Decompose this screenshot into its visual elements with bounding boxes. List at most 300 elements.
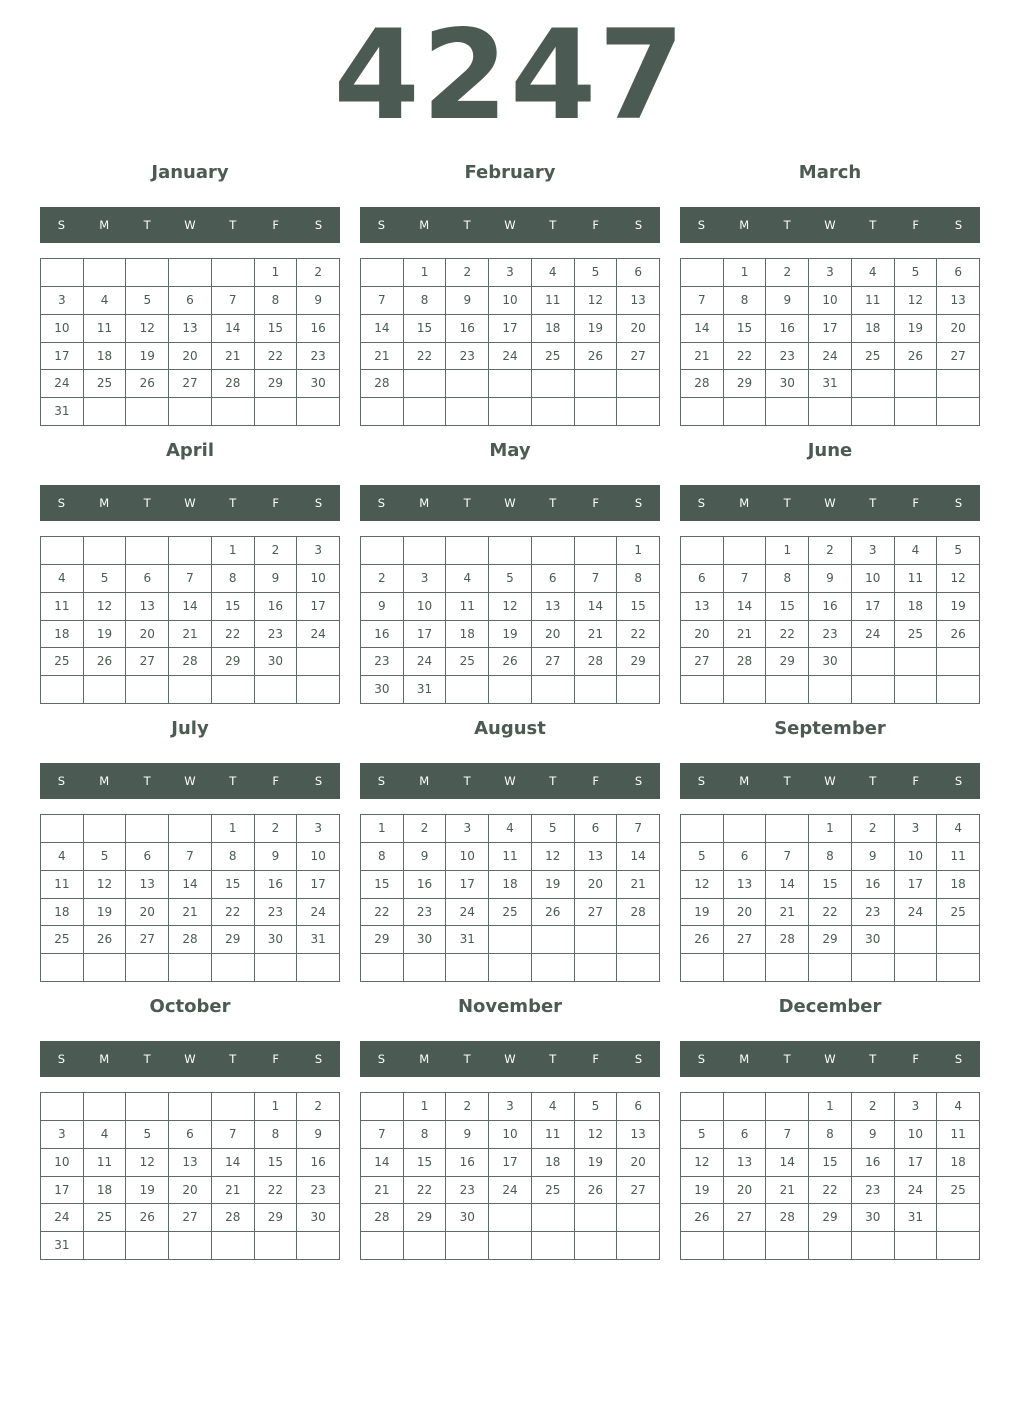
day-grid xyxy=(360,1092,660,1260)
day-cell: 1 xyxy=(809,1093,852,1121)
day-cell: 20 xyxy=(724,1177,767,1205)
day-cell: 1 xyxy=(212,815,255,843)
weekday-label: T xyxy=(463,218,471,232)
day-cell: 4 xyxy=(937,815,980,843)
weekday-label: T xyxy=(463,1052,471,1066)
day-cell: 13 xyxy=(169,315,212,343)
day-cell: 22 xyxy=(724,343,767,371)
weekday-label: M xyxy=(739,1052,750,1066)
empty-cell xyxy=(212,1093,255,1121)
empty-cell xyxy=(297,676,340,704)
empty-cell xyxy=(489,370,532,398)
day-cell: 16 xyxy=(446,1149,489,1177)
day-cell: 25 xyxy=(41,926,84,954)
empty-cell xyxy=(937,1204,980,1232)
weekday-header xyxy=(40,1041,340,1077)
day-cell: 4 xyxy=(84,287,127,315)
weekday-label: F xyxy=(272,774,279,788)
day-cell: 4 xyxy=(446,565,489,593)
empty-cell xyxy=(212,259,255,287)
day-cell: 21 xyxy=(361,1177,404,1205)
day-cell: 30 xyxy=(255,648,298,676)
empty-cell xyxy=(169,1232,212,1260)
month-name: January xyxy=(151,162,229,183)
day-cell: 2 xyxy=(766,259,809,287)
empty-cell xyxy=(297,398,340,426)
day-cell: 6 xyxy=(724,843,767,871)
weekday-label: T xyxy=(229,218,237,232)
empty-cell xyxy=(84,259,127,287)
weekday-label: S xyxy=(697,496,706,510)
empty-cell xyxy=(212,954,255,982)
day-cell: 19 xyxy=(532,871,575,899)
day-grid xyxy=(680,1092,980,1260)
day-cell: 11 xyxy=(84,1149,127,1177)
day-cell: 31 xyxy=(446,926,489,954)
empty-cell xyxy=(575,926,618,954)
day-cell: 8 xyxy=(212,565,255,593)
weekday-label: W xyxy=(504,218,516,232)
month-name: June xyxy=(807,440,853,461)
empty-cell xyxy=(852,1232,895,1260)
day-cell: 10 xyxy=(446,843,489,871)
day-cell: 10 xyxy=(809,287,852,315)
empty-cell xyxy=(532,926,575,954)
empty-cell xyxy=(212,676,255,704)
day-cell: 9 xyxy=(361,593,404,621)
day-cell: 14 xyxy=(361,315,404,343)
day-cell: 26 xyxy=(126,1204,169,1232)
weekday-label: T xyxy=(783,496,791,510)
day-cell: 29 xyxy=(724,370,767,398)
day-cell: 15 xyxy=(809,871,852,899)
empty-cell xyxy=(681,1232,724,1260)
empty-cell xyxy=(169,537,212,565)
weekday-label: T xyxy=(463,774,471,788)
day-cell: 11 xyxy=(489,843,532,871)
day-cell: 20 xyxy=(169,343,212,371)
day-cell: 24 xyxy=(41,370,84,398)
day-cell: 6 xyxy=(617,1093,660,1121)
day-cell: 23 xyxy=(361,648,404,676)
day-cell: 22 xyxy=(404,1177,447,1205)
day-cell: 1 xyxy=(361,815,404,843)
day-cell: 10 xyxy=(404,593,447,621)
empty-cell xyxy=(126,954,169,982)
day-cell: 6 xyxy=(617,259,660,287)
day-cell: 18 xyxy=(446,621,489,649)
day-cell: 9 xyxy=(255,565,298,593)
weekday-label: T xyxy=(143,774,151,788)
day-cell: 12 xyxy=(532,843,575,871)
day-cell: 5 xyxy=(126,1121,169,1149)
empty-cell xyxy=(41,259,84,287)
day-cell: 5 xyxy=(681,1121,724,1149)
day-cell: 7 xyxy=(169,565,212,593)
weekday-label: M xyxy=(419,1052,430,1066)
day-cell: 12 xyxy=(937,565,980,593)
day-grid xyxy=(40,1092,340,1260)
day-cell: 22 xyxy=(361,899,404,927)
day-cell: 25 xyxy=(532,343,575,371)
day-cell: 13 xyxy=(532,593,575,621)
day-cell: 3 xyxy=(446,815,489,843)
empty-cell xyxy=(84,954,127,982)
weekday-label: M xyxy=(419,218,430,232)
day-cell: 20 xyxy=(126,621,169,649)
day-cell: 6 xyxy=(681,565,724,593)
empty-cell xyxy=(852,954,895,982)
day-cell: 31 xyxy=(404,676,447,704)
day-cell: 3 xyxy=(404,565,447,593)
empty-cell xyxy=(404,1232,447,1260)
day-cell: 17 xyxy=(297,593,340,621)
day-cell: 23 xyxy=(297,1177,340,1205)
day-cell: 30 xyxy=(255,926,298,954)
weekday-label: W xyxy=(184,774,196,788)
day-cell: 16 xyxy=(446,315,489,343)
day-cell: 19 xyxy=(575,1149,618,1177)
weekday-label: T xyxy=(549,774,557,788)
empty-cell xyxy=(169,1093,212,1121)
day-cell: 17 xyxy=(297,871,340,899)
day-cell: 18 xyxy=(532,315,575,343)
day-cell: 26 xyxy=(937,621,980,649)
day-cell: 6 xyxy=(724,1121,767,1149)
day-cell: 11 xyxy=(937,1121,980,1149)
empty-cell xyxy=(724,815,767,843)
day-cell: 1 xyxy=(724,259,767,287)
weekday-header xyxy=(680,1041,980,1077)
day-cell: 3 xyxy=(489,1093,532,1121)
empty-cell xyxy=(489,954,532,982)
day-cell: 17 xyxy=(446,871,489,899)
empty-cell xyxy=(617,370,660,398)
day-cell: 29 xyxy=(809,1204,852,1232)
day-cell: 17 xyxy=(895,1149,938,1177)
empty-cell xyxy=(766,954,809,982)
weekday-label: S xyxy=(634,218,643,232)
day-cell: 31 xyxy=(41,398,84,426)
empty-cell xyxy=(84,1093,127,1121)
day-cell: 16 xyxy=(297,1149,340,1177)
weekday-label: S xyxy=(634,1052,643,1066)
day-cell: 26 xyxy=(681,926,724,954)
day-cell: 22 xyxy=(212,899,255,927)
day-cell: 25 xyxy=(532,1177,575,1205)
day-cell: 18 xyxy=(489,871,532,899)
day-cell: 9 xyxy=(255,843,298,871)
day-cell: 23 xyxy=(766,343,809,371)
day-cell: 25 xyxy=(489,899,532,927)
day-cell: 7 xyxy=(212,1121,255,1149)
day-cell: 17 xyxy=(895,871,938,899)
day-cell: 17 xyxy=(404,621,447,649)
empty-cell xyxy=(84,1232,127,1260)
day-cell: 1 xyxy=(617,537,660,565)
empty-cell xyxy=(809,1232,852,1260)
empty-cell xyxy=(489,398,532,426)
day-cell: 4 xyxy=(895,537,938,565)
day-cell: 25 xyxy=(41,648,84,676)
day-cell: 14 xyxy=(169,871,212,899)
day-cell: 2 xyxy=(297,1093,340,1121)
weekday-header xyxy=(360,207,660,243)
day-cell: 13 xyxy=(724,871,767,899)
day-cell: 25 xyxy=(84,1204,127,1232)
empty-cell xyxy=(724,1232,767,1260)
empty-cell xyxy=(681,398,724,426)
day-cell: 20 xyxy=(617,1149,660,1177)
day-cell: 5 xyxy=(937,537,980,565)
day-cell: 1 xyxy=(255,1093,298,1121)
day-cell: 4 xyxy=(84,1121,127,1149)
empty-cell xyxy=(255,676,298,704)
day-cell: 7 xyxy=(361,1121,404,1149)
day-cell: 2 xyxy=(852,1093,895,1121)
weekday-header xyxy=(680,207,980,243)
day-cell: 23 xyxy=(446,1177,489,1205)
day-cell: 9 xyxy=(809,565,852,593)
day-cell: 20 xyxy=(169,1177,212,1205)
day-cell: 9 xyxy=(852,1121,895,1149)
day-cell: 7 xyxy=(617,815,660,843)
empty-cell xyxy=(297,648,340,676)
day-grid xyxy=(680,536,980,704)
weekday-label: M xyxy=(99,218,110,232)
day-cell: 9 xyxy=(297,1121,340,1149)
empty-cell xyxy=(617,1232,660,1260)
empty-cell xyxy=(84,537,127,565)
weekday-label: T xyxy=(783,1052,791,1066)
day-cell: 28 xyxy=(169,926,212,954)
day-cell: 28 xyxy=(169,648,212,676)
day-cell: 3 xyxy=(297,815,340,843)
day-cell: 28 xyxy=(575,648,618,676)
weekday-label: W xyxy=(824,774,836,788)
day-cell: 14 xyxy=(681,315,724,343)
day-cell: 30 xyxy=(361,676,404,704)
day-cell: 23 xyxy=(404,899,447,927)
day-cell: 16 xyxy=(297,315,340,343)
empty-cell xyxy=(212,1232,255,1260)
day-cell: 25 xyxy=(446,648,489,676)
day-cell: 29 xyxy=(809,926,852,954)
day-cell: 12 xyxy=(895,287,938,315)
day-cell: 18 xyxy=(41,899,84,927)
empty-cell xyxy=(297,1232,340,1260)
day-cell: 19 xyxy=(681,1177,724,1205)
empty-cell xyxy=(532,398,575,426)
empty-cell xyxy=(446,676,489,704)
weekday-header xyxy=(40,763,340,799)
day-cell: 5 xyxy=(84,565,127,593)
day-cell: 19 xyxy=(84,621,127,649)
day-cell: 9 xyxy=(297,287,340,315)
empty-cell xyxy=(532,1232,575,1260)
day-cell: 22 xyxy=(766,621,809,649)
day-cell: 15 xyxy=(255,1149,298,1177)
empty-cell xyxy=(937,370,980,398)
empty-cell xyxy=(41,537,84,565)
month-name: August xyxy=(474,718,546,739)
day-cell: 10 xyxy=(297,843,340,871)
day-grid xyxy=(680,814,980,982)
day-cell: 2 xyxy=(404,815,447,843)
day-cell: 15 xyxy=(404,1149,447,1177)
day-cell: 22 xyxy=(617,621,660,649)
day-cell: 24 xyxy=(489,343,532,371)
day-cell: 27 xyxy=(126,926,169,954)
day-cell: 8 xyxy=(404,287,447,315)
day-cell: 17 xyxy=(489,1149,532,1177)
day-cell: 23 xyxy=(809,621,852,649)
day-cell: 11 xyxy=(41,871,84,899)
empty-cell xyxy=(895,370,938,398)
day-cell: 19 xyxy=(126,1177,169,1205)
day-cell: 14 xyxy=(361,1149,404,1177)
day-cell: 18 xyxy=(852,315,895,343)
empty-cell xyxy=(575,398,618,426)
day-cell: 19 xyxy=(126,343,169,371)
day-cell: 30 xyxy=(766,370,809,398)
day-cell: 9 xyxy=(404,843,447,871)
day-cell: 19 xyxy=(681,899,724,927)
day-cell: 7 xyxy=(766,1121,809,1149)
day-cell: 13 xyxy=(724,1149,767,1177)
weekday-label: S xyxy=(697,774,706,788)
weekday-label: T xyxy=(869,1052,877,1066)
day-cell: 3 xyxy=(41,287,84,315)
weekday-label: T xyxy=(143,496,151,510)
weekday-label: F xyxy=(272,1052,279,1066)
weekday-label: F xyxy=(912,218,919,232)
day-cell: 28 xyxy=(361,1204,404,1232)
weekday-label: T xyxy=(869,496,877,510)
day-cell: 27 xyxy=(937,343,980,371)
day-cell: 9 xyxy=(446,1121,489,1149)
weekday-label: S xyxy=(314,1052,323,1066)
day-cell: 16 xyxy=(766,315,809,343)
day-cell: 21 xyxy=(212,343,255,371)
day-cell: 5 xyxy=(681,843,724,871)
empty-cell xyxy=(404,398,447,426)
day-cell: 9 xyxy=(766,287,809,315)
weekday-label: M xyxy=(419,496,430,510)
day-cell: 12 xyxy=(575,287,618,315)
empty-cell xyxy=(126,815,169,843)
day-cell: 30 xyxy=(852,926,895,954)
empty-cell xyxy=(169,259,212,287)
empty-cell xyxy=(361,1093,404,1121)
day-cell: 23 xyxy=(852,899,895,927)
weekday-label: W xyxy=(184,496,196,510)
day-cell: 19 xyxy=(84,899,127,927)
day-cell: 13 xyxy=(169,1149,212,1177)
weekday-label: S xyxy=(634,496,643,510)
weekday-label: F xyxy=(912,1052,919,1066)
empty-cell xyxy=(937,954,980,982)
day-cell: 30 xyxy=(809,648,852,676)
day-cell: 8 xyxy=(255,287,298,315)
day-cell: 7 xyxy=(724,565,767,593)
month-name: February xyxy=(464,162,556,183)
day-cell: 18 xyxy=(41,621,84,649)
day-cell: 18 xyxy=(895,593,938,621)
day-cell: 1 xyxy=(404,259,447,287)
day-cell: 15 xyxy=(212,871,255,899)
day-cell: 2 xyxy=(361,565,404,593)
day-cell: 3 xyxy=(895,1093,938,1121)
empty-cell xyxy=(489,537,532,565)
day-cell: 18 xyxy=(937,871,980,899)
empty-cell xyxy=(895,1232,938,1260)
day-cell: 30 xyxy=(297,1204,340,1232)
day-cell: 20 xyxy=(681,621,724,649)
day-cell: 8 xyxy=(404,1121,447,1149)
empty-cell xyxy=(895,648,938,676)
day-cell: 26 xyxy=(489,648,532,676)
day-cell: 26 xyxy=(575,1177,618,1205)
empty-cell xyxy=(297,954,340,982)
day-grid xyxy=(360,536,660,704)
day-cell: 22 xyxy=(255,1177,298,1205)
day-cell: 20 xyxy=(575,871,618,899)
day-cell: 26 xyxy=(681,1204,724,1232)
day-cell: 12 xyxy=(681,871,724,899)
day-cell: 8 xyxy=(617,565,660,593)
day-cell: 3 xyxy=(489,259,532,287)
day-cell: 4 xyxy=(532,259,575,287)
day-cell: 13 xyxy=(617,1121,660,1149)
day-cell: 2 xyxy=(255,815,298,843)
day-cell: 31 xyxy=(41,1232,84,1260)
weekday-label: T xyxy=(549,218,557,232)
empty-cell xyxy=(617,926,660,954)
empty-cell xyxy=(446,537,489,565)
day-cell: 4 xyxy=(41,565,84,593)
weekday-label: F xyxy=(272,496,279,510)
empty-cell xyxy=(361,537,404,565)
weekday-label: F xyxy=(592,774,599,788)
day-cell: 7 xyxy=(169,843,212,871)
day-cell: 10 xyxy=(852,565,895,593)
day-cell: 25 xyxy=(84,370,127,398)
day-cell: 15 xyxy=(255,315,298,343)
empty-cell xyxy=(446,398,489,426)
empty-cell xyxy=(809,398,852,426)
day-cell: 21 xyxy=(169,899,212,927)
day-cell: 23 xyxy=(852,1177,895,1205)
empty-cell xyxy=(681,815,724,843)
month-name: October xyxy=(149,996,231,1017)
day-cell: 16 xyxy=(404,871,447,899)
day-cell: 24 xyxy=(446,899,489,927)
day-cell: 12 xyxy=(126,1149,169,1177)
day-cell: 31 xyxy=(809,370,852,398)
weekday-label: F xyxy=(272,218,279,232)
weekday-label: M xyxy=(99,774,110,788)
weekday-label: M xyxy=(419,774,430,788)
day-cell: 22 xyxy=(809,1177,852,1205)
day-cell: 15 xyxy=(212,593,255,621)
day-cell: 1 xyxy=(766,537,809,565)
day-cell: 19 xyxy=(895,315,938,343)
weekday-label: M xyxy=(739,774,750,788)
day-cell: 27 xyxy=(617,343,660,371)
day-cell: 14 xyxy=(575,593,618,621)
day-cell: 6 xyxy=(575,815,618,843)
